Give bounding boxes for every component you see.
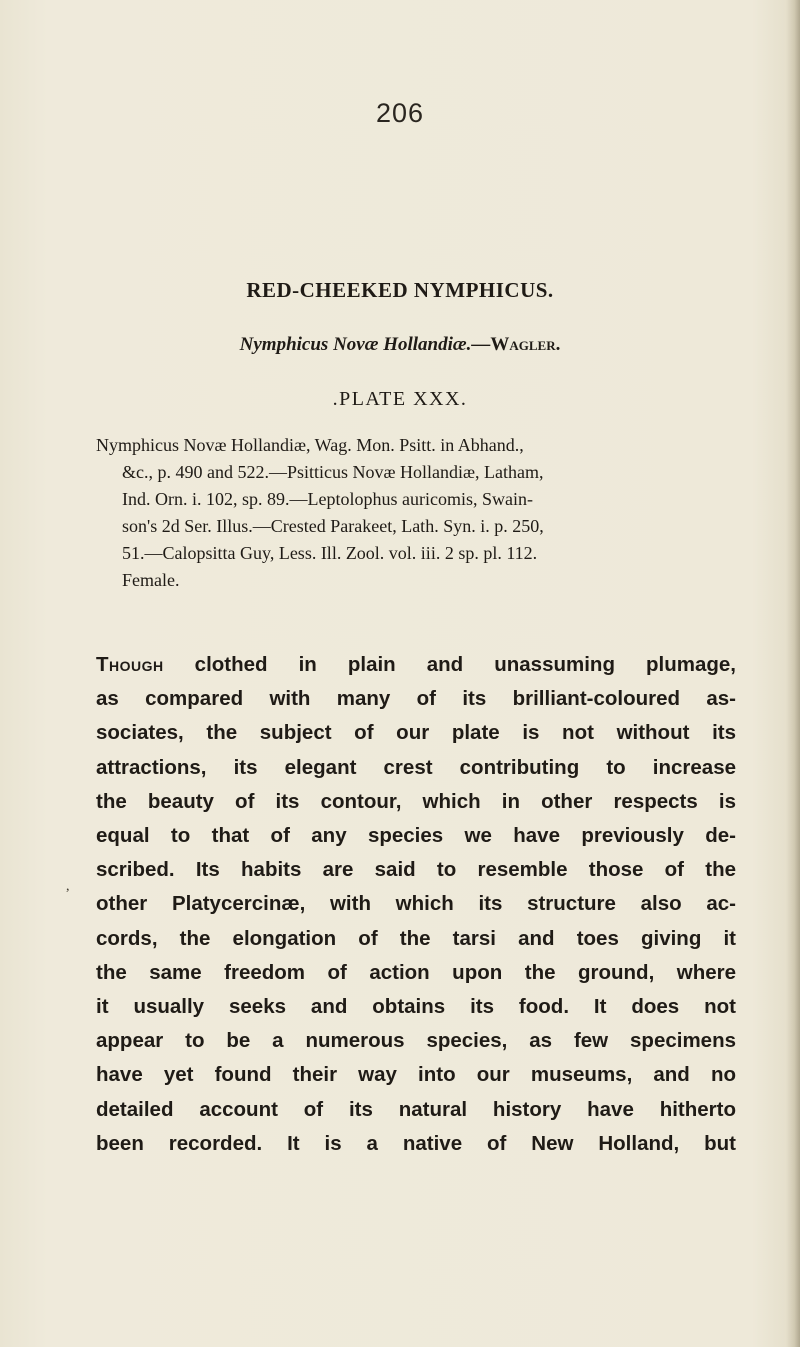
body-line: appear to be a numerous species, as few specimens <box>96 1029 736 1053</box>
body-line: the same freedom of action upon the ground, where <box>96 960 736 984</box>
body-line: have yet found their way into our museums, and no <box>96 1063 736 1087</box>
article-title: RED-CHEEKED NYMPHICUS. <box>246 278 554 302</box>
body-line: it usually seeks and obtains its food. It does not <box>96 995 736 1019</box>
lead-word: Though <box>96 653 164 676</box>
synonymy-block <box>96 432 736 594</box>
body-line: detailed account of its natural history have hitherto <box>96 1097 736 1121</box>
species-subtitle <box>0 334 800 356</box>
species-name: Nymphicus Novæ Hollandiæ. <box>239 334 472 355</box>
synonymy-line: Female. <box>122 570 180 590</box>
synonymy-line: Ind. Orn. i. 102, sp. 89.—Leptolophus auricomis, Swain- <box>122 489 533 509</box>
body-line: scribed. Its habits are said to resemble those of the <box>96 858 736 882</box>
body-line: attractions, its elegant crest contributing to increase <box>96 755 736 779</box>
body-line <box>96 648 736 682</box>
synonymy-line: 51.—Calopsitta Guy, Less. Ill. Zool. vol. iii. 2 sp. pl. 112. <box>122 543 538 563</box>
synonymy-line: &c., p. 490 and 522.—Psitticus Novæ Hollandiæ, Latham, <box>122 462 544 482</box>
body-line: sociates, the subject of our plate is not without its <box>96 721 736 745</box>
body-line: the beauty of its contour, which in other respects is <box>96 789 736 813</box>
page-edge-shadow <box>786 0 800 1347</box>
body-paragraph <box>96 648 736 1161</box>
margin-mark: , <box>66 879 70 894</box>
page-number: 206 <box>375 98 425 128</box>
synonymy-line: Nymphicus Novæ Hollandiæ, Wag. Mon. Psitt. in Abhand., <box>96 435 524 455</box>
body-line: cords, the elongation of the tarsi and toes giving it <box>96 926 736 950</box>
synonymy-line: son's 2d Ser. Illus.—Crested Parakeet, Lath. Syn. i. p. 250, <box>122 516 544 536</box>
body-line: as compared with many of its brilliant-coloured as- <box>96 687 736 711</box>
body-line-text: clothed in plain and unassuming plumage, <box>163 653 736 676</box>
body-line: been recorded. It is a native of New Holland, but <box>96 1131 736 1155</box>
body-line: other Platycercinæ, with which its structure also ac- <box>96 892 736 916</box>
species-author: Wagler. <box>490 334 561 355</box>
subtitle-dash: — <box>471 334 491 355</box>
plate-label: .PLATE XXX. <box>332 388 468 410</box>
body-line: equal to that of any species we have previously de- <box>96 824 736 848</box>
